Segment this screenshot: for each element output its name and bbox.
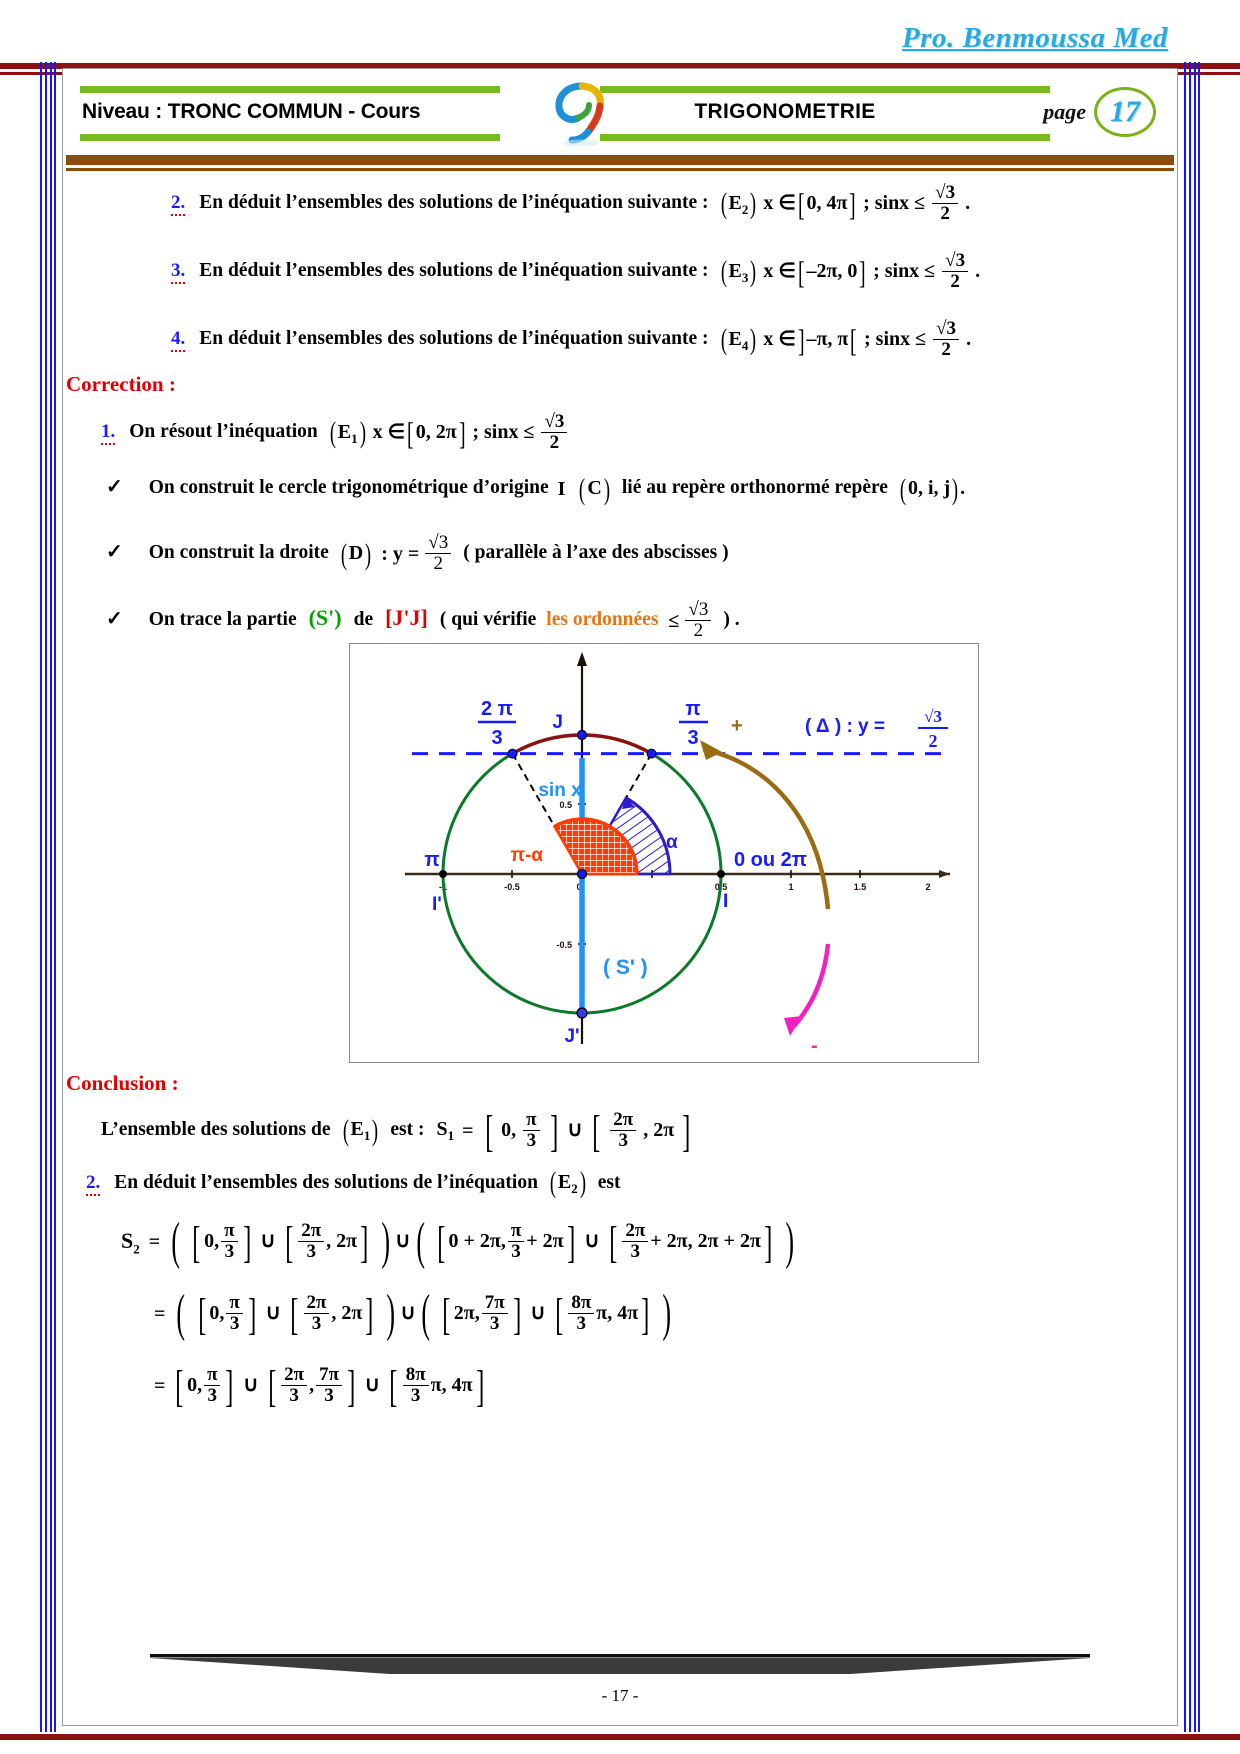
interval-denominator: 3: [482, 1313, 508, 1334]
bracket-open: [: [554, 1289, 564, 1339]
interval-numerator: 8π: [571, 1292, 592, 1313]
label-I-prime: I': [432, 894, 442, 915]
interval-left: 0,: [209, 1302, 225, 1325]
bracket-open: [: [591, 1106, 600, 1156]
eq-index: 3: [741, 270, 749, 286]
question-number: 2.: [171, 192, 185, 216]
interval-numerator: 8π: [405, 1364, 426, 1385]
point-J: [578, 731, 587, 740]
point-J-prime: [577, 1008, 587, 1018]
bracket-close: ]: [365, 1289, 374, 1339]
bracket-open: [: [608, 1217, 618, 1267]
trig-circle-svg: [350, 644, 980, 1064]
membership: x ∈: [763, 328, 796, 351]
point-I: [717, 870, 725, 878]
interval-value: 0, 2π: [415, 421, 457, 444]
paren-open: (: [176, 1285, 186, 1343]
paren-open: (: [421, 1285, 430, 1343]
bracket-close: [: [850, 321, 857, 358]
equals-sign: =: [462, 1119, 474, 1142]
page-number-badge: 17: [1094, 87, 1156, 137]
interval2-denominator: 3: [610, 1130, 636, 1151]
question-item-4: [171, 320, 971, 361]
bracket-close: ]: [682, 1106, 691, 1156]
logo-9-swirl-icon: [544, 80, 618, 146]
interval-numerator-2: 7π: [319, 1364, 340, 1385]
eq-label: E: [728, 260, 742, 283]
paren-open: (: [340, 537, 347, 571]
label-s-prime-region: ( S' ): [603, 956, 648, 979]
eq-index: 4: [741, 338, 749, 354]
interval-right: π, 4π: [596, 1302, 639, 1325]
condition-text: ; sinx ≤: [863, 192, 926, 215]
interval-value: –2π, 0: [806, 260, 858, 283]
correction-step-1: [101, 413, 569, 454]
union-symbol: ∪: [243, 1372, 259, 1397]
y-axis-arrow: [577, 652, 587, 666]
fraction-numerator: √3: [688, 599, 709, 620]
correction-heading: Correction :: [66, 372, 176, 396]
interval-numerator: π: [510, 1220, 522, 1241]
right-blue-rail: [1184, 62, 1200, 1732]
eq-index: 1: [351, 431, 358, 447]
label-delta-denominator: 2: [928, 731, 938, 751]
document-body: [66, 176, 1174, 1724]
membership: x ∈: [763, 192, 796, 215]
union-symbol: ∪: [400, 1300, 416, 1325]
fraction-numerator: √3: [935, 182, 956, 203]
bullet-text-c: ( parallèle à l’axe des abscisses ): [463, 542, 729, 564]
interval-left: 0 + 2π,: [448, 1230, 506, 1253]
fraction-denominator: 2: [942, 271, 968, 292]
paren-open: (: [329, 416, 336, 450]
union-symbol: ∪: [395, 1228, 411, 1253]
paren-close: ): [365, 537, 372, 571]
svg-text:2: 2: [925, 882, 931, 892]
paren-close: ): [579, 1166, 586, 1200]
question-item-2: [171, 184, 970, 225]
lhs-index: 2: [133, 1241, 140, 1257]
fraction-denominator: 2: [933, 339, 959, 360]
question-text: En déduit l’ensembles des solutions de l’inéquation suivante :: [199, 328, 709, 350]
s2-equation-line-3: [154, 1361, 487, 1411]
interval-denominator: 3: [281, 1385, 307, 1406]
fraction: [425, 533, 451, 574]
equals-sign: =: [148, 1230, 161, 1253]
paren-close: ): [359, 416, 366, 450]
question-number: 3.: [171, 260, 185, 284]
bracket-close: ]: [849, 185, 857, 222]
union-symbol: ∪: [567, 1117, 583, 1142]
interval-right: , 2π: [326, 1230, 358, 1253]
bullet-text-a: On trace la partie: [148, 609, 297, 631]
minus-sign-label: -: [811, 1035, 818, 1057]
bracket-close: ]: [225, 1361, 234, 1411]
label-2pi-over-3-denominator: 3: [491, 727, 503, 749]
checkmark-icon: ✓: [106, 476, 123, 498]
bracket-open: [: [267, 1361, 276, 1411]
svg-text:1: 1: [788, 882, 794, 892]
condition-text: ; sinx ≤: [873, 260, 936, 283]
interval-denominator: 3: [403, 1385, 429, 1406]
bullet-text-b: de: [353, 609, 374, 631]
eq-index: 2: [571, 1181, 578, 1196]
svg-text:1.5: 1.5: [853, 882, 867, 892]
trigonometric-circle-figure: [349, 643, 979, 1063]
bullet-text-a: On construit le cercle trigonométrique d’origine: [148, 477, 549, 498]
footer-shadow-svg: [150, 1654, 1090, 1676]
bracket-close: ]: [475, 1361, 484, 1411]
label-pi: π: [424, 849, 440, 871]
fraction-denominator: 2: [932, 203, 958, 224]
bullet-text-b: lié au repère orthonormé repère: [621, 477, 888, 498]
condition-text: ; sinx ≤: [472, 421, 535, 444]
frame-symbol: 0, i, j: [907, 477, 951, 500]
checkmark-icon: ✓: [106, 608, 123, 631]
svg-text:-0.5: -0.5: [504, 882, 520, 892]
footer-shadow-ornament: [150, 1654, 1090, 1676]
step-text: On résout l’inéquation: [129, 421, 318, 443]
label-2pi-over-3-numerator: 2 π: [481, 698, 513, 720]
fraction-numerator: √3: [544, 411, 565, 432]
label-delta-equation: [805, 707, 948, 751]
bracket-close: ]: [242, 1217, 251, 1267]
step2-heading: [86, 1166, 621, 1200]
bracket-open: [: [797, 185, 805, 222]
author-signature: Pro. Benmoussa Med: [901, 22, 1168, 54]
label-I: I: [723, 891, 729, 912]
set-index: 1: [447, 1128, 455, 1144]
bracket-close: ]: [248, 1289, 257, 1339]
bracket-open: [: [290, 1289, 299, 1339]
point-2pi-over-3: [508, 749, 517, 758]
page-word-label: page: [1043, 99, 1086, 124]
interval-denominator: 3: [304, 1313, 330, 1334]
eq-label: E: [337, 421, 352, 444]
interval-right: + 2π, 2π + 2π: [650, 1230, 761, 1253]
bracket-open: [: [442, 1289, 451, 1339]
paren-close: ): [386, 1285, 396, 1343]
question-number: 4.: [171, 328, 185, 352]
correction-bullet-1: [106, 472, 966, 506]
eq-index: 2: [741, 202, 749, 218]
interval1-denominator: 3: [523, 1130, 539, 1151]
paren-close: ): [750, 323, 757, 357]
interval-numerator: 7π: [484, 1292, 505, 1313]
bracket-open: [: [407, 414, 414, 451]
bracket-open: [: [484, 1106, 493, 1156]
page-indicator: [944, 87, 1174, 137]
interval-left: 0,: [187, 1374, 203, 1397]
paren-close: ): [381, 1213, 390, 1271]
conclusion-est: est :: [390, 1119, 425, 1141]
bracket-close: ]: [641, 1289, 650, 1339]
bracket-open: [: [175, 1361, 184, 1411]
svg-text:0: 0: [576, 882, 582, 892]
label-delta-numerator: √3: [924, 707, 942, 726]
s2-equation-line-1: [121, 1213, 798, 1271]
segment-jj-symbol: [J'J]: [385, 605, 428, 631]
bracket-close: ]: [764, 1217, 773, 1267]
conclusion-heading: Conclusion :: [66, 1071, 179, 1095]
label-alpha: α: [666, 832, 678, 853]
trailing-punct: .: [966, 328, 972, 351]
interval-right: , 2π: [331, 1302, 363, 1325]
step-text: En déduit l’ensembles des solutions de l’inéquation: [114, 1171, 538, 1193]
eq-label: E: [557, 1171, 572, 1193]
question-item-3: [171, 252, 980, 293]
svg-text:0.5: 0.5: [559, 800, 572, 810]
bullet-text-b: : y =: [381, 542, 420, 565]
interval-numerator: 2π: [284, 1364, 305, 1385]
interval-denominator: 3: [221, 1241, 237, 1262]
label-delta-text: ( Δ ) : y =: [805, 716, 885, 737]
bracket-open: [: [437, 1217, 446, 1267]
interval-denominator: 3: [204, 1385, 220, 1406]
lhs-label: S: [121, 1227, 134, 1253]
interval1-numerator: π: [526, 1109, 537, 1130]
label-pi-over-3-numerator: π: [685, 698, 701, 720]
eq-label: E: [728, 328, 742, 351]
bottom-rule: [0, 1734, 1240, 1740]
footer-page-mark: - 17 -: [601, 1686, 639, 1705]
header-brown-rule: [66, 155, 1174, 165]
interval1-left: 0,: [501, 1119, 517, 1142]
interval-right: + 2π: [526, 1230, 564, 1253]
trailing-punct: .: [965, 192, 971, 215]
origin-symbol: I: [557, 477, 566, 500]
bracket-close: ]: [549, 1106, 558, 1156]
interval-denominator-2: 3: [316, 1385, 342, 1406]
set-label: S: [436, 1118, 448, 1141]
eq-label: E: [350, 1118, 364, 1141]
bracket-close: ]: [458, 414, 466, 451]
bracket-open: [: [284, 1217, 293, 1267]
interval-right: π, 4π: [430, 1374, 473, 1397]
conclusion-line: [101, 1106, 694, 1156]
union-symbol: ∪: [265, 1300, 281, 1325]
interval-left: 2π,: [453, 1302, 480, 1325]
interval-numerator: 2π: [306, 1292, 327, 1313]
paren-close: ): [662, 1285, 671, 1343]
document-header: [66, 76, 1174, 148]
question-text: En déduit l’ensembles des solutions de l’inéquation suivante :: [199, 192, 709, 214]
trailing-punct: .: [975, 260, 981, 283]
interval-numerator: 2π: [625, 1220, 646, 1241]
fraction: [933, 319, 959, 360]
point-pi-over-3: [647, 749, 656, 758]
paren-open: (: [415, 1213, 425, 1271]
svg-text:-0.5: -0.5: [556, 940, 572, 950]
label-pi-over-3: [679, 698, 708, 749]
bracket-close: ]: [512, 1289, 521, 1339]
eq-index: 1: [363, 1128, 371, 1144]
label-pi-minus-alpha: π-α: [510, 845, 543, 866]
interval-numerator: 2π: [301, 1220, 322, 1241]
bracket-open: [: [192, 1217, 201, 1267]
membership: x ∈: [372, 421, 406, 444]
fraction-denominator: 2: [541, 432, 567, 453]
interval-left: 0,: [204, 1230, 220, 1253]
union-symbol: ∪: [364, 1372, 381, 1397]
bracket-close: ]: [347, 1361, 356, 1411]
fraction-numerator: √3: [428, 532, 449, 553]
interval-value: –π, π: [806, 328, 849, 351]
question-text: En déduit l’ensembles des solutions de l’inéquation suivante :: [199, 260, 709, 282]
negative-arrow-head: [784, 1016, 802, 1036]
label-J-prime: J': [564, 1026, 580, 1047]
left-blue-rail: [40, 62, 56, 1732]
x-tick-labels: [439, 882, 931, 892]
label-zero-or-2pi: 0 ou 2π: [734, 849, 808, 871]
bullet-text-c: ( qui vérifie: [439, 609, 537, 631]
paren-close: ): [750, 187, 757, 221]
svg-text:-1: -1: [438, 882, 448, 892]
paren-open: (: [549, 1166, 557, 1200]
paren-close: ): [750, 255, 757, 289]
interval-denominator: 3: [508, 1241, 524, 1262]
paren-open: (: [720, 187, 727, 221]
bracket-open: [: [389, 1361, 398, 1411]
step-est: est: [597, 1171, 621, 1193]
fraction: [942, 251, 968, 292]
bracket-close: ]: [566, 1217, 575, 1267]
interval2-numerator: 2π: [613, 1109, 634, 1130]
trailing-punct: .: [960, 477, 966, 500]
fraction: [541, 412, 567, 453]
subject-title: TRIGONOMETRIE: [694, 100, 876, 123]
union-symbol: ∪: [530, 1300, 546, 1325]
origin-point: [578, 870, 587, 879]
paren-open: (: [171, 1213, 181, 1271]
fraction-numerator: √3: [945, 250, 966, 271]
interval-denominator: 3: [298, 1241, 324, 1262]
interval-denominator: 3: [226, 1313, 242, 1334]
paren-close: ): [952, 472, 959, 506]
bullet-text-d: ) .: [723, 609, 740, 631]
bracket-open: [: [198, 1289, 207, 1339]
interval-right: ,: [309, 1374, 315, 1397]
svg-text:0.5: 0.5: [714, 882, 728, 892]
level-label: Niveau : TRONC COMMUN - Cours: [82, 100, 421, 123]
interval-denominator: 3: [568, 1313, 594, 1334]
interval2-right: , 2π: [643, 1119, 675, 1142]
interval-numerator: π: [207, 1364, 218, 1385]
eq-label: E: [728, 192, 742, 215]
paren-open: (: [342, 1113, 349, 1147]
paren-close: ): [603, 472, 610, 506]
paren-open: (: [899, 472, 907, 506]
line-symbol: D: [348, 542, 364, 565]
checkmark-icon: ✓: [106, 541, 123, 564]
equals-sign: =: [154, 1302, 166, 1325]
paren-close: ): [372, 1113, 379, 1147]
interval-denominator: 3: [622, 1241, 648, 1262]
condition-text: ; sinx ≤: [864, 328, 927, 351]
label-2pi-over-3: [478, 698, 516, 749]
paren-open: (: [720, 323, 727, 357]
plus-sign-label: +: [731, 715, 743, 737]
negative-direction-arc: [794, 944, 828, 1026]
bracket-close: ]: [360, 1217, 369, 1267]
positive-arrow-head: [700, 740, 722, 760]
interval-value: 0, 4π: [806, 192, 848, 215]
bracket-open: ]: [797, 321, 805, 358]
logo-container: [536, 76, 626, 148]
fraction: [932, 183, 958, 224]
correction-bullet-2: [106, 534, 729, 575]
s2-equation-line-2: [154, 1285, 675, 1343]
union-symbol: ∪: [260, 1228, 276, 1253]
step-number: 1.: [101, 421, 115, 445]
bullet-text-a: On construit la droite: [148, 542, 329, 564]
fraction-denominator: 2: [685, 620, 711, 641]
fraction-denominator: 2: [425, 553, 451, 574]
fraction-numerator: √3: [936, 318, 957, 339]
label-pi-over-3-denominator: 3: [687, 727, 699, 749]
label-J: J: [552, 712, 563, 733]
union-symbol: ∪: [584, 1228, 600, 1253]
emphasis-ordinates: les ordonnées: [546, 609, 659, 631]
paren-open: (: [720, 255, 727, 289]
equals-sign: =: [154, 1374, 166, 1397]
relation-symbol: ≤: [668, 609, 680, 632]
paren-close: ): [784, 1213, 794, 1271]
paren-open: (: [579, 472, 586, 506]
circle-symbol: C: [587, 477, 602, 500]
bracket-open: [: [797, 253, 805, 290]
interval-numerator: π: [229, 1292, 240, 1313]
fraction: [685, 600, 711, 641]
step-number: 2.: [86, 1172, 100, 1196]
bracket-close: ]: [859, 253, 867, 290]
membership: x ∈: [763, 260, 796, 283]
header-brown-rule-thin: [66, 168, 1174, 171]
point-I-prime: [439, 870, 447, 878]
interval-numerator: π: [224, 1220, 235, 1241]
conclusion-text: L’ensemble des solutions de: [101, 1119, 331, 1141]
x-axis-arrow: [939, 870, 950, 878]
correction-bullet-3: [106, 601, 740, 642]
set-s-prime-symbol: (S'): [308, 605, 342, 631]
label-sin-x: sin x: [538, 780, 582, 801]
